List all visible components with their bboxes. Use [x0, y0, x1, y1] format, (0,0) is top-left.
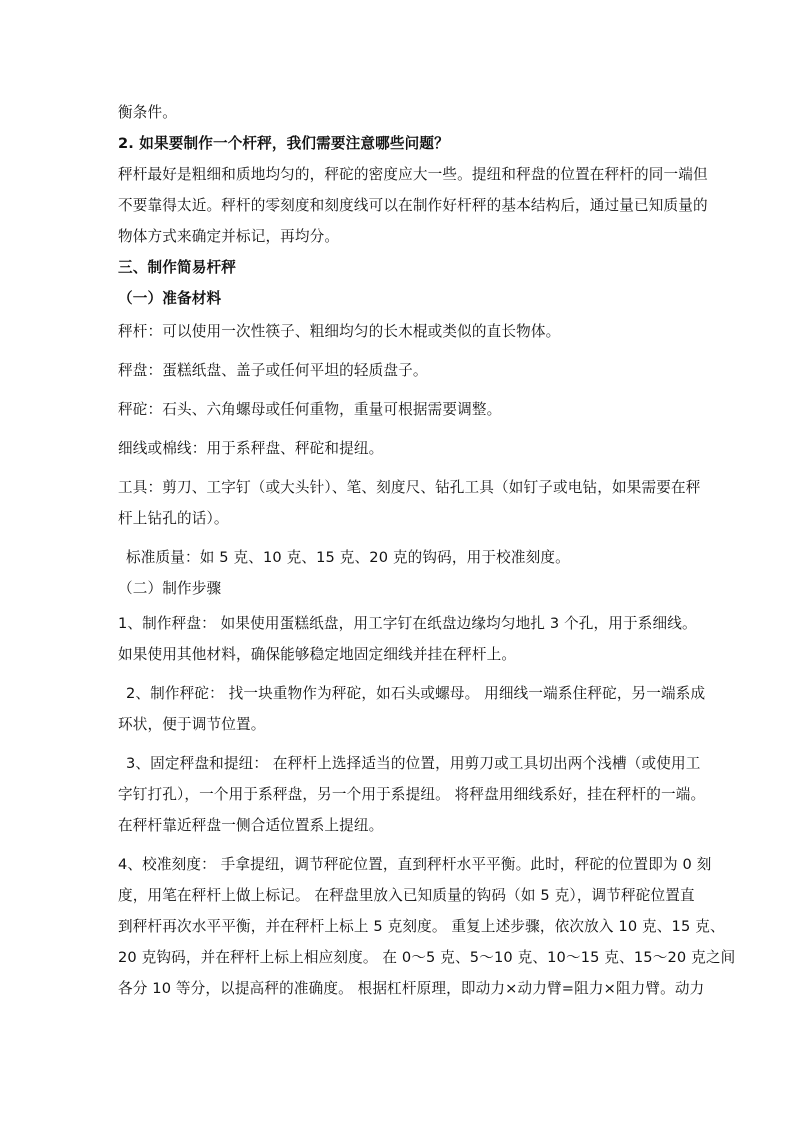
step-line: 3、固定秤盘和提纽： 在秤杆上选择适当的位置，用剪刀或工具切出两个浅槽（或使用工 [126, 755, 701, 772]
step-line: 1、制作秤盘： 如果使用蛋糕纸盘，用工字钉在纸盘边缘均匀地扎 3 个孔，用于系细线。 [118, 615, 697, 632]
step-line: 字钉打孔），一个用于系秤盘，另一个用于系提纽。 将秤盘用细线系好，挂在秤杆的一端。 [118, 786, 706, 803]
question-heading: 2. 如果要制作一个杆秤，我们需要注意哪些问题？ [118, 135, 449, 152]
material-item: 秤砣：石头、六角螺母或任何重物，重量可根据需要调整。 [118, 401, 502, 418]
step-line: 如果使用其他材料，确保能够稳定地固定细线并挂在秤杆上。 [118, 646, 517, 663]
step-line: 环状，便于调节位置。 [118, 716, 266, 733]
material-item-continued: 杆上钻孔的话）。 [118, 510, 229, 527]
step-line: 度，用笔在秤杆上做上标记。 在秤盘里放入已知质量的钩码（如 5 克），调节秤砣位置直 [118, 887, 695, 904]
subsection-heading: （一）准备材料 [118, 290, 222, 307]
material-item: 工具：剪刀、工字钉（或大头针）、笔、刻度尺、钻孔工具（如钉子或电钻，如果需要在秤 [118, 479, 701, 496]
step-line: 到秤杆再次水平平衡，并在秤杆上标上 5 克刻度。 重复上述步骤，依次放入 10 克、15 克、 [118, 918, 725, 935]
material-item: 标准质量：如 5 克、10 克、15 克、20 克的钩码，用于校准刻度。 [126, 549, 570, 566]
paragraph-line: 不要靠得太近。秤杆的零刻度和刻度线可以在制作好杆秤的基本结构后，通过量已知质量的 [118, 197, 708, 214]
paragraph-line: 衡条件。 [118, 104, 177, 121]
step-line: 4、校准刻度： 手拿提纽，调节秤砣位置，直到秤杆水平平衡。此时，秤砣的位置即为 0 刻 [118, 856, 712, 873]
material-item: 细线或棉线：用于系秤盘、秤砣和提纽。 [118, 440, 384, 457]
paragraph-line: 物体方式来确定并标记，再均分。 [118, 228, 340, 245]
step-line: 在秤杆靠近秤盘一侧合适位置系上提纽。 [118, 817, 384, 834]
paragraph-line: 秤杆最好是粗细和质地均匀的，秤砣的密度应大一些。提纽和秤盘的位置在秤杆的同一端但 [118, 166, 708, 183]
material-item: 秤盘：蛋糕纸盘、盖子或任何平坦的轻质盘子。 [118, 362, 428, 379]
step-line: 各分 10 等分，以提高秤的准确度。 根据杠杆原理，即动力×动力臂=阻力×阻力臂。动力 [118, 980, 705, 997]
subsection-heading: （二）制作步骤 [118, 580, 222, 597]
material-item: 秤杆：可以使用一次性筷子、粗细均匀的长木棍或类似的直长物体。 [118, 323, 561, 340]
section-heading: 三、制作简易杆秤 [118, 259, 236, 276]
step-line: 20 克钩码，并在秤杆上标上相应刻度。 在 0～5 克、5～10 克、10～15 克、15～20 克之间 [118, 949, 736, 966]
step-line: 2、制作秤砣： 找一块重物作为秤砣，如石头或螺母。 用细线一端系住秤砣，另一端系成 [126, 685, 706, 702]
